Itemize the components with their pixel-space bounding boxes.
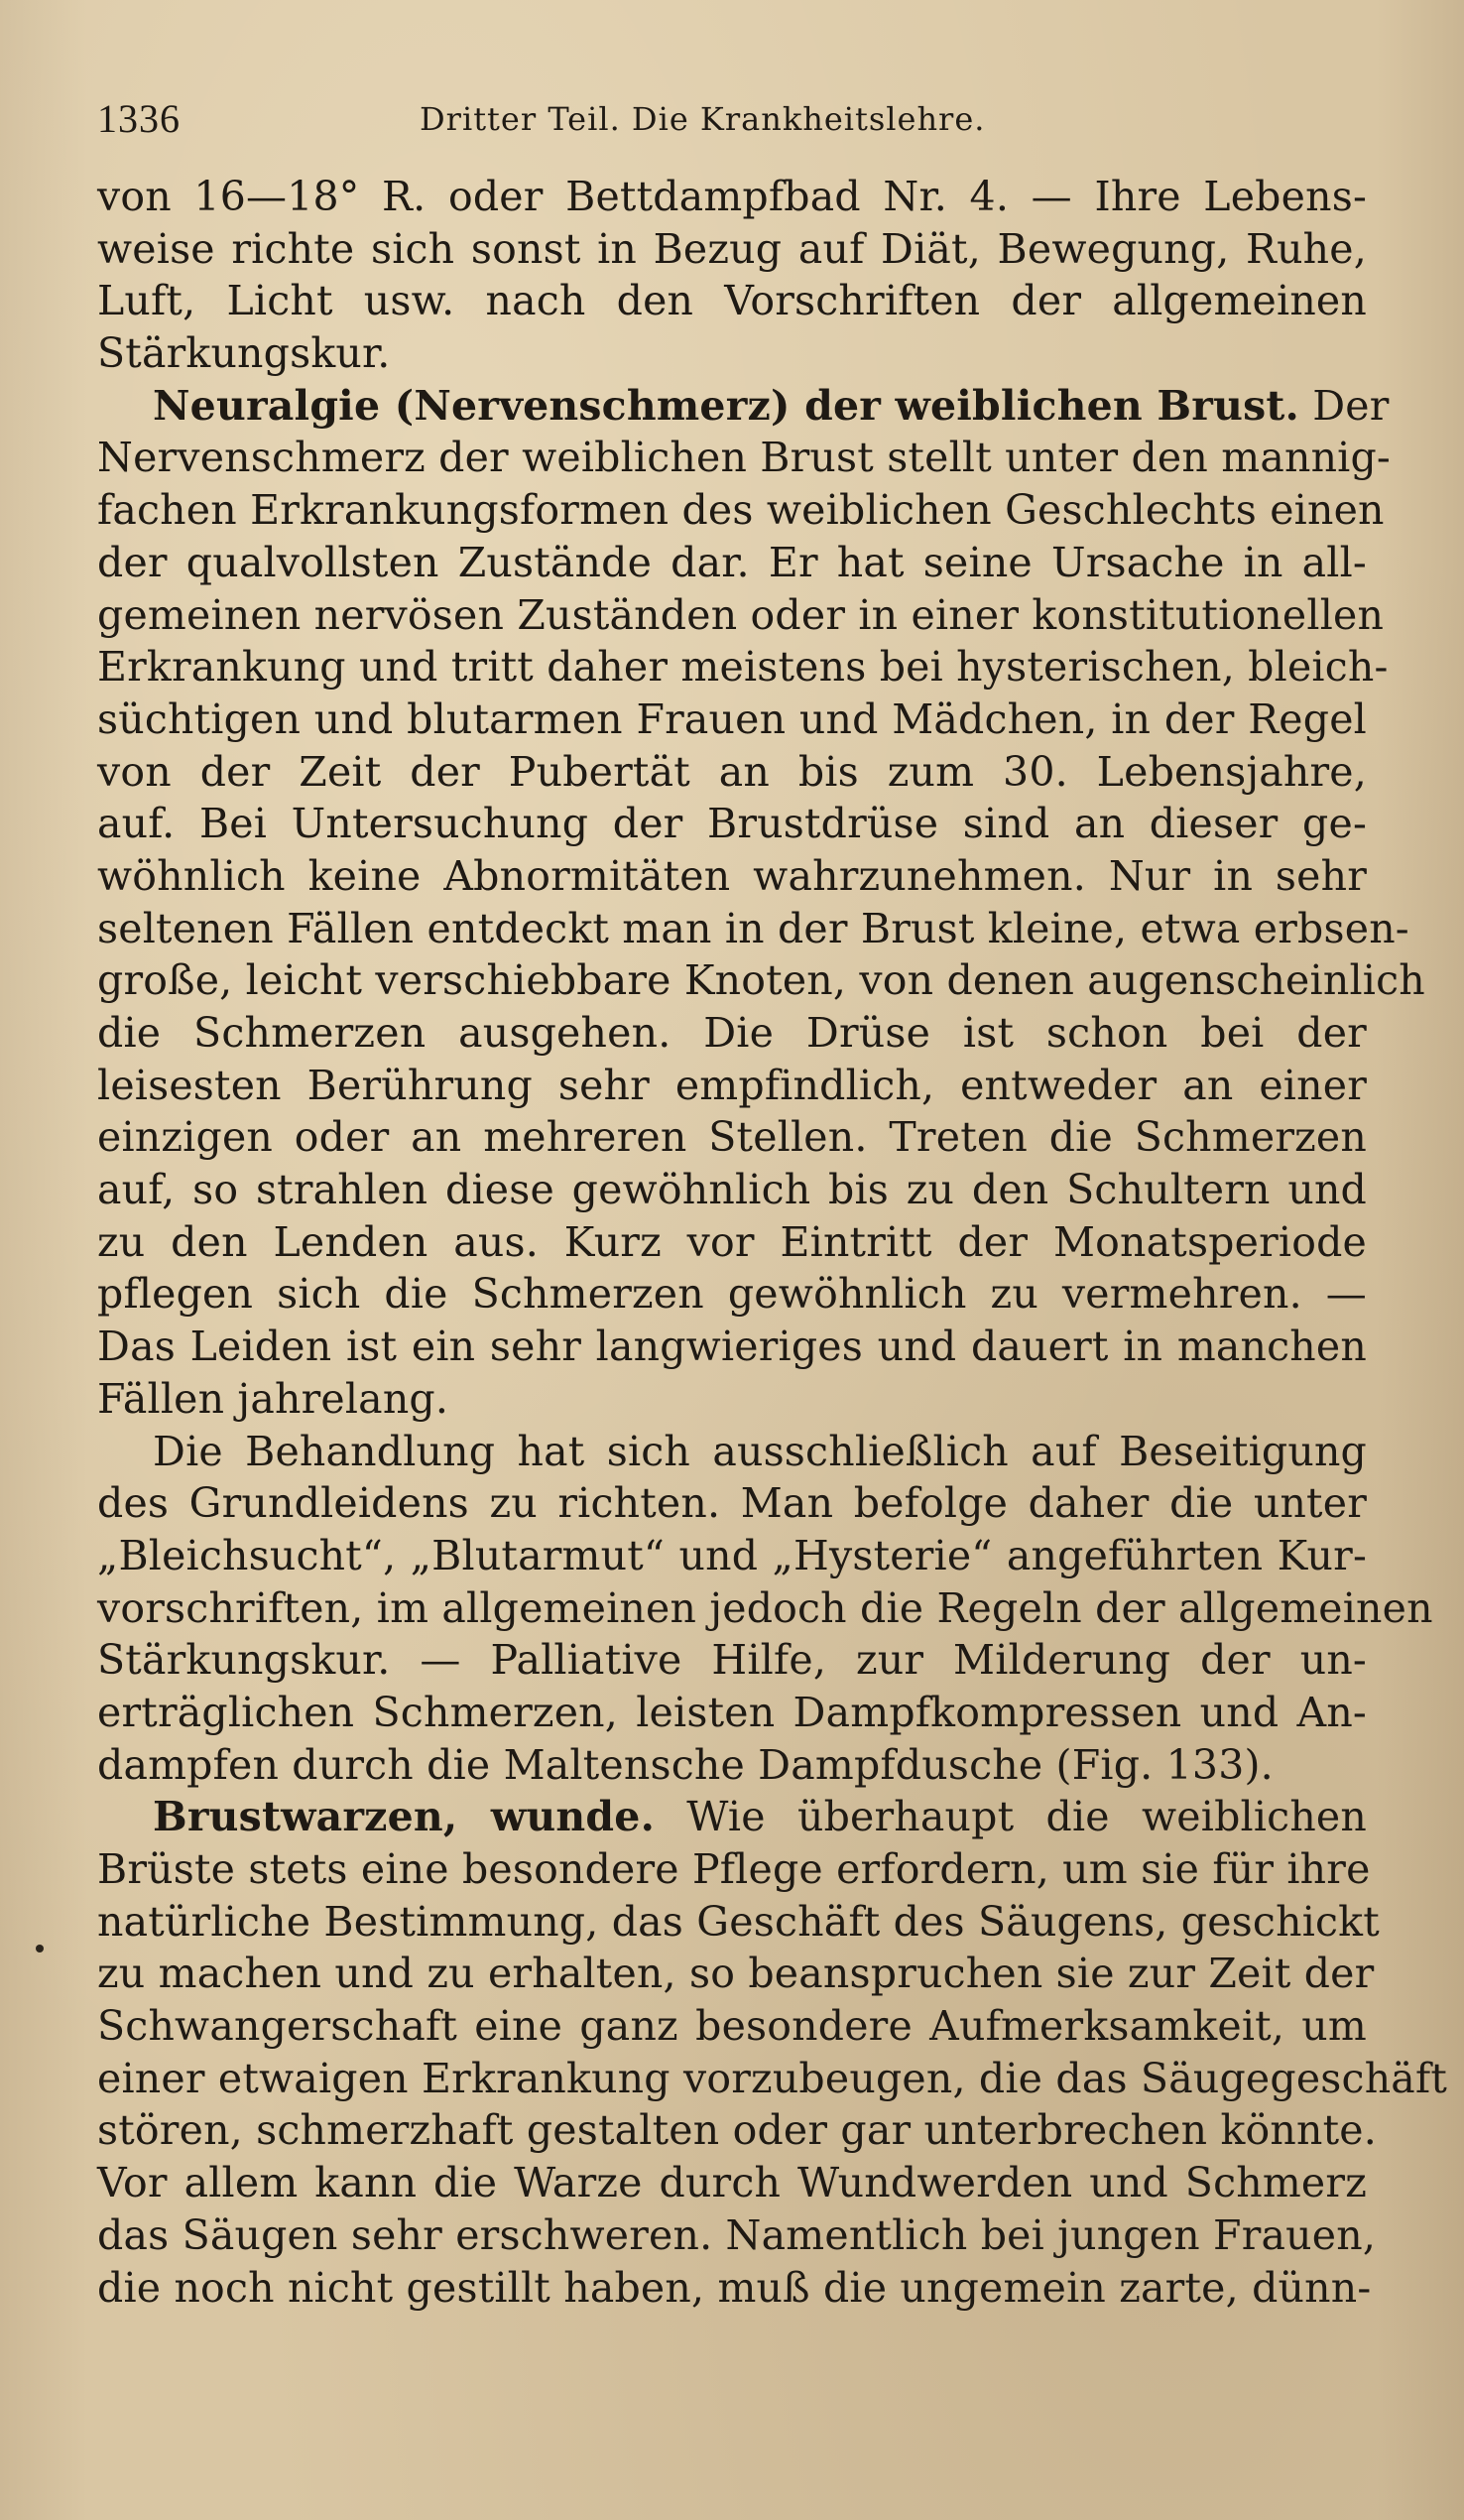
line-text: von der Zeit der Pubertät an bis zum 30. Lebensjahre, <box>97 747 1367 796</box>
line-text: große, leicht verschiebbare Knoten, von denen augenscheinlich <box>97 956 1425 1005</box>
page-number: 1336 <box>97 96 181 141</box>
line-text: Brüste stets eine besondere Pflege erfordern, um sie für ihre <box>97 1845 1371 1893</box>
running-head: Dritter Teil. Die Krankheitslehre. <box>420 100 986 138</box>
line-text: fachen Erkrankungsformen des weiblichen Geschlechts einen <box>97 486 1385 535</box>
line-text: natürliche Bestimmung, das Geschäft des Säugens, geschickt <box>97 1897 1380 1946</box>
text-line <box>97 327 1367 380</box>
line-text: gemeinen nervösen Zuständen oder in einer konstitutionellen <box>97 590 1385 639</box>
line-text: einer etwaigen Erkrankung vorzubeugen, die das Säugegeschäft <box>97 2054 1447 2102</box>
text-line <box>97 1634 1367 1687</box>
line-text: die noch nicht gestillt haben, muß die ungemein zarte, dünn- <box>97 2263 1372 2312</box>
line-text: von 16—18° R. oder Bettdampfbad Nr. 4. — Ihre Lebens- <box>97 173 1367 220</box>
text-line <box>97 223 1367 276</box>
line-text: leisesten Berührung sehr empfindlich, entweder an einer <box>97 1061 1367 1109</box>
text-line <box>97 2157 1367 2209</box>
text-line <box>97 1164 1367 1216</box>
line-text: Stärkungskur. <box>97 329 391 378</box>
line-text: zu machen und zu erhalten, so beanspruchen sie zur Zeit der <box>97 1950 1375 1998</box>
text-line <box>97 275 1367 327</box>
line-text: Die Behandlung hat sich ausschließlich auf Beseitigung <box>153 1427 1367 1475</box>
line-text: des Grundleidens zu richten. Man befolge daher die unter <box>97 1479 1367 1528</box>
text-line <box>97 850 1367 903</box>
text-line <box>97 1530 1367 1582</box>
line-text: Nervenschmerz der weiblichen Brust stellt unter den mannig- <box>97 434 1391 482</box>
text-line <box>97 2053 1447 2105</box>
text-line <box>97 1426 1367 1478</box>
line-text: Wie überhaupt die weiblichen <box>655 1793 1367 1841</box>
text-line <box>97 641 1389 693</box>
line-text: zu den Lenden aus. Kurz vor Eintritt der Monatsperiode <box>97 1217 1367 1266</box>
line-text: Erkrankung und tritt daher meistens bei hysterischen, bleich- <box>97 643 1389 692</box>
line-text: Luft, Licht usw. nach den Vorschriften der allgemeinen <box>97 277 1367 325</box>
text-line <box>97 2000 1367 2053</box>
line-text: pflegen sich die Schmerzen gewöhnlich zu vermehren. — <box>97 1270 1367 1319</box>
text-line <box>97 432 1391 484</box>
text-line <box>97 954 1425 1007</box>
line-text: Der <box>1298 381 1390 430</box>
line-text: der qualvollsten Zustände dar. Er hat seine Ursache in all- <box>97 538 1367 586</box>
line-text: weise richte sich sonst in Bezug auf Diät, Bewegung, Ruhe, <box>97 224 1367 273</box>
line-text: Das Leiden ist ein sehr langwieriges und dauert in manchen <box>97 1323 1367 1371</box>
text-line <box>97 1843 1371 1896</box>
line-text: vorschriften, im allgemeinen jedoch die Regeln der allgemeinen <box>97 1583 1433 1632</box>
text-line <box>97 1373 1367 1426</box>
text-line <box>97 1739 1367 1792</box>
text-line <box>97 1321 1367 1373</box>
text-line <box>97 798 1367 850</box>
section-heading: Brustwarzen, wunde. <box>153 1793 656 1841</box>
line-text: einzigen oder an mehreren Stellen. Treten die Schmerzen <box>97 1113 1367 1162</box>
line-text: erträglichen Schmerzen, leisten Dampfkompressen und An- <box>97 1688 1367 1736</box>
text-line <box>97 1216 1367 1269</box>
line-text: süchtigen und blutarmen Frauen und Mädchen, in der Regel <box>97 694 1367 743</box>
text-line <box>97 746 1367 799</box>
text-line <box>97 903 1409 955</box>
text-line <box>97 1687 1367 1739</box>
line-text: das Säugen sehr erschweren. Namentlich bei jungen Frauen, <box>97 2210 1377 2259</box>
page-body <box>97 171 1447 2314</box>
text-line <box>97 1582 1433 1635</box>
margin-dot <box>36 1945 44 1953</box>
line-text: stören, schmerzhaft gestalten oder gar unterbrechen könnte. <box>97 2106 1377 2155</box>
text-line <box>97 1111 1367 1164</box>
text-line <box>97 693 1367 746</box>
text-line <box>97 380 1390 433</box>
line-text: Fällen jahrelang. <box>97 1374 449 1423</box>
page-header <box>97 89 1367 149</box>
section-heading: Neuralgie (Nervenschmerz) der weiblichen Brust. <box>153 381 1299 430</box>
text-line <box>97 1007 1367 1060</box>
text-line <box>97 1060 1367 1112</box>
text-line <box>97 589 1385 642</box>
text-line <box>97 537 1367 589</box>
text-line <box>97 1896 1380 1949</box>
line-text: auf, so strahlen diese gewöhnlich bis zu den Schultern und <box>97 1166 1367 1214</box>
line-text: Vor allem kann die Warze durch Wundwerden und Schmerz <box>97 2159 1367 2207</box>
text-line <box>97 484 1385 537</box>
text-line <box>97 2209 1377 2262</box>
line-text: auf. Bei Untersuchung der Brustdrüse sind an dieser ge- <box>97 800 1367 848</box>
text-line <box>97 1477 1367 1530</box>
text-line <box>97 2104 1377 2157</box>
text-line <box>97 2262 1372 2315</box>
line-text: „Bleichsucht“, „Blutarmut“ und „Hysterie“ angeführten Kur- <box>97 1531 1367 1579</box>
line-text: die Schmerzen ausgehen. Die Drüse ist schon bei der <box>97 1009 1367 1057</box>
line-text: seltenen Fällen entdeckt man in der Brust kleine, etwa erbsen- <box>97 904 1409 952</box>
text-line <box>97 171 1367 223</box>
line-text: Stärkungskur. — Palliative Hilfe, zur Milderung der un- <box>97 1636 1367 1685</box>
line-text: dampfen durch die Maltensche Dampfdusche (Fig. 133). <box>97 1740 1274 1789</box>
line-text: Schwangerschaft eine ganz besondere Aufmerksamkeit, um <box>97 2002 1367 2051</box>
line-text: wöhnlich keine Abnormitäten wahrzunehmen. Nur in sehr <box>97 851 1367 900</box>
text-line <box>97 1268 1367 1321</box>
text-line <box>97 1948 1375 2000</box>
text-line <box>97 1791 1367 1843</box>
